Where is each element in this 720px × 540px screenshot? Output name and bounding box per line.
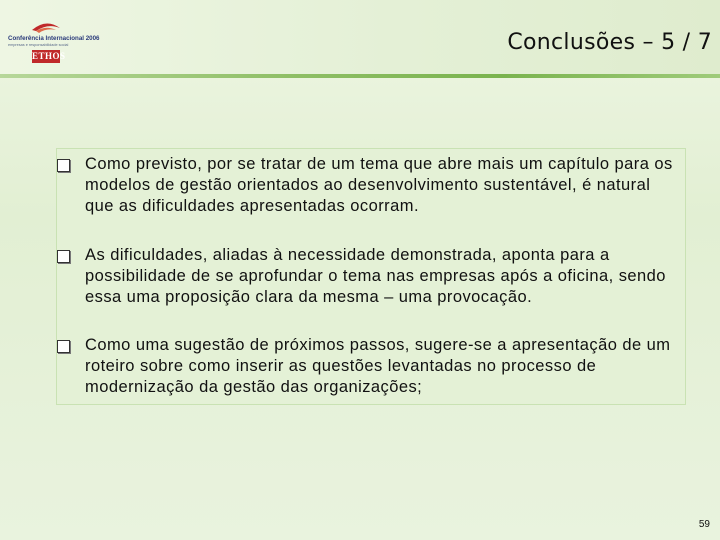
checkbox-bullet-icon: [57, 340, 70, 353]
bullet-text: As dificuldades, aliadas à necessidade demonstrada, aponta para a possibilidade de se aprofundar o tema nas empresas após a oficina, sendo essa uma proposição clara da mesma – uma provocação.: [85, 246, 666, 306]
bullet-text: Como uma sugestão de próximos passos, sugere-se a apresentação de um roteiro sobre como inserir as questões levantadas no processo de modernização da gestão das organizações;: [85, 336, 671, 396]
bullet-text: Como previsto, por se tratar de um tema que abre mais um capítulo para os modelos de gestão orientados ao desenvolvimento sustentável, é natural que as dificuldades apresentadas ocorram.: [85, 155, 673, 215]
ethos-logo: [6, 20, 100, 68]
slide-title: Conclusões – 5 / 7: [507, 30, 712, 55]
header-divider: [0, 74, 720, 78]
logo-brand-text: ETHOS: [32, 51, 66, 61]
checkbox-bullet-icon: [57, 250, 70, 263]
checkbox-bullet-icon: [57, 159, 70, 172]
logo-tagline-text: empresas e responsabilidade social: [8, 43, 69, 47]
page-number: 59: [698, 519, 710, 530]
slide-header: [0, 0, 720, 78]
logo-conference-text: Conferência Internacional 2006: [8, 35, 100, 42]
